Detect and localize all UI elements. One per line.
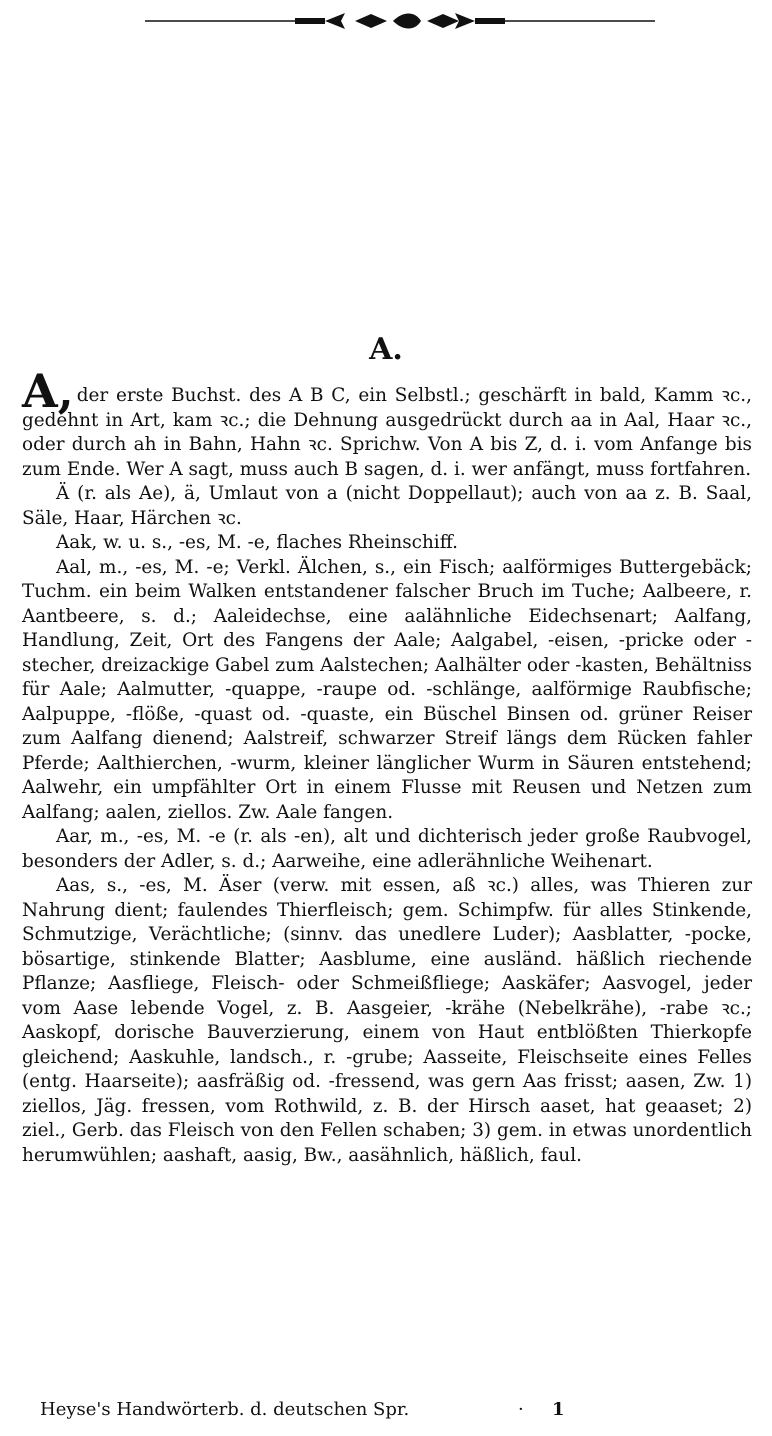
entry-text: Aas, s., -es, M. Äser (verw. mit essen, aß ꝛc.) alles, was Thieren zur Nahrung dient; faulendes Thierfleisch; gem. Schimpfw. für alles Stinkende, Schmutzige, Verächtliche; (sinnv. das unedlere Luder); Aasblatter, -pocke, bösartige, stinkende Blatter; Aasblume, eine ausländ. häßlich riechende Pflanze; Aasfliege, Fleisch- oder Schmeißfliege; Aaskäfer; Aasvogel, jeder vom Aase lebende Vogel, z. B. Aasgeier, -krähe (Nebelkrähe), -rabe ꝛc.; Aaskopf, dorische Bauverzierung, einem von Haut entblößten Thierkopfe gleichend; Aaskuhle, landsch., r. -grube; Aasseite, Fleischseite eines Felles (entg. Haarseite); aasfräßig od. -fressend, was gern Aas frisst; aasen, Zw. 1) ziellos, Jäg. fressen, vom Rothwild, z. B. der Hirsch aaset, hat geaaset; 2) ziel., Gerb. das Fleisch von den Fellen schaben; 3) gem. in etwas unordentlich herumwühlen; aashaft, aasig, Bw., aasähnlich, häßlich, faul. — [22, 875, 752, 1166]
entry-text: Aal, m., -es, M. -e; Verkl. Älchen, s., ein Fisch; aalförmiges Buttergebäck; Tuchm. ein beim Walken entstandener falscher Bruch im Tuche; Aalbeere, r. Aantbeere, s. d.; Aaleidechse, eine aalähnliche Eidechsenart; Aalfang, Handlung, Zeit, Ort des Fangens der Aale; Aalgabel, -eisen, -pricke oder -stecher, dreizackige Gabel zum Aalstechen; Aalhälter oder -kasten, Behältniss für Aale; Aalmutter, -quappe, -raupe od. -schlänge, aalförmige Raubfische; Aalpuppe, -flöße, -quast od. -quaste, ein Büschel Binsen od. grüner Reiser zum Aalfang dienend; Aalstreif, schwarzer Streif längs dem Rücken fahler Pferde; Aalthierchen, -wurm, kleiner länglicher Wurm in Säuren entstehend; Aalwehr, ein umpfählter Ort in einem Flusse mit Reusen und Netzen zum Aalfang; aalen, ziellos. Zw. Aale fangen. — [22, 556, 752, 823]
section-heading: A. — [369, 332, 403, 367]
footer-book-title: Heyse's Handwörterb. d. deutschen Spr. — [40, 1399, 410, 1420]
entry-text: Aar, m., -es, M. -e (r. als -en), alt und dichterisch jeder große Raubvogel, besonders der Adler, s. d.; Aarweihe, eine adlerähnliche Weihenart. — [22, 826, 752, 872]
entry-aar — [22, 825, 752, 874]
entry-aas — [22, 874, 752, 1168]
entry-text: Aak, w. u. s., -es, M. -e, flaches Rheinschiff. — [56, 532, 458, 553]
dropcap-letter: A, — [22, 364, 74, 418]
entry-text: Ä (r. als Ae), ä, Umlaut von a (nicht Doppellaut); auch von aa z. B. Saal, Säle, Haar, Härchen ꝛc. — [22, 483, 752, 529]
entry-ae — [22, 482, 752, 531]
footer-signature-mark: · — [518, 1399, 524, 1420]
entry-aal — [22, 556, 752, 826]
entry-a — [22, 364, 752, 482]
entry-text: der erste Buchst. des A B C, ein Selbstl.; geschärft in bald, Kamm ꝛc., gedehnt in Art, kam ꝛc.; die Dehnung ausgedrückt durch aa in Aal, Haar ꝛc., oder durch ah in Bahn, Hahn ꝛc. Sprichw. Von A bis Z, d. i. vom Anfange bis zum Ende. Wer A sagt, muss auch B sagen, d. i. wer anfängt, muss fortfahren. — [22, 385, 752, 480]
entry-aak — [22, 531, 752, 556]
footer-page-number: 1 — [552, 1399, 565, 1420]
dictionary-article — [22, 364, 752, 1168]
top-ornament-rule — [145, 8, 655, 34]
